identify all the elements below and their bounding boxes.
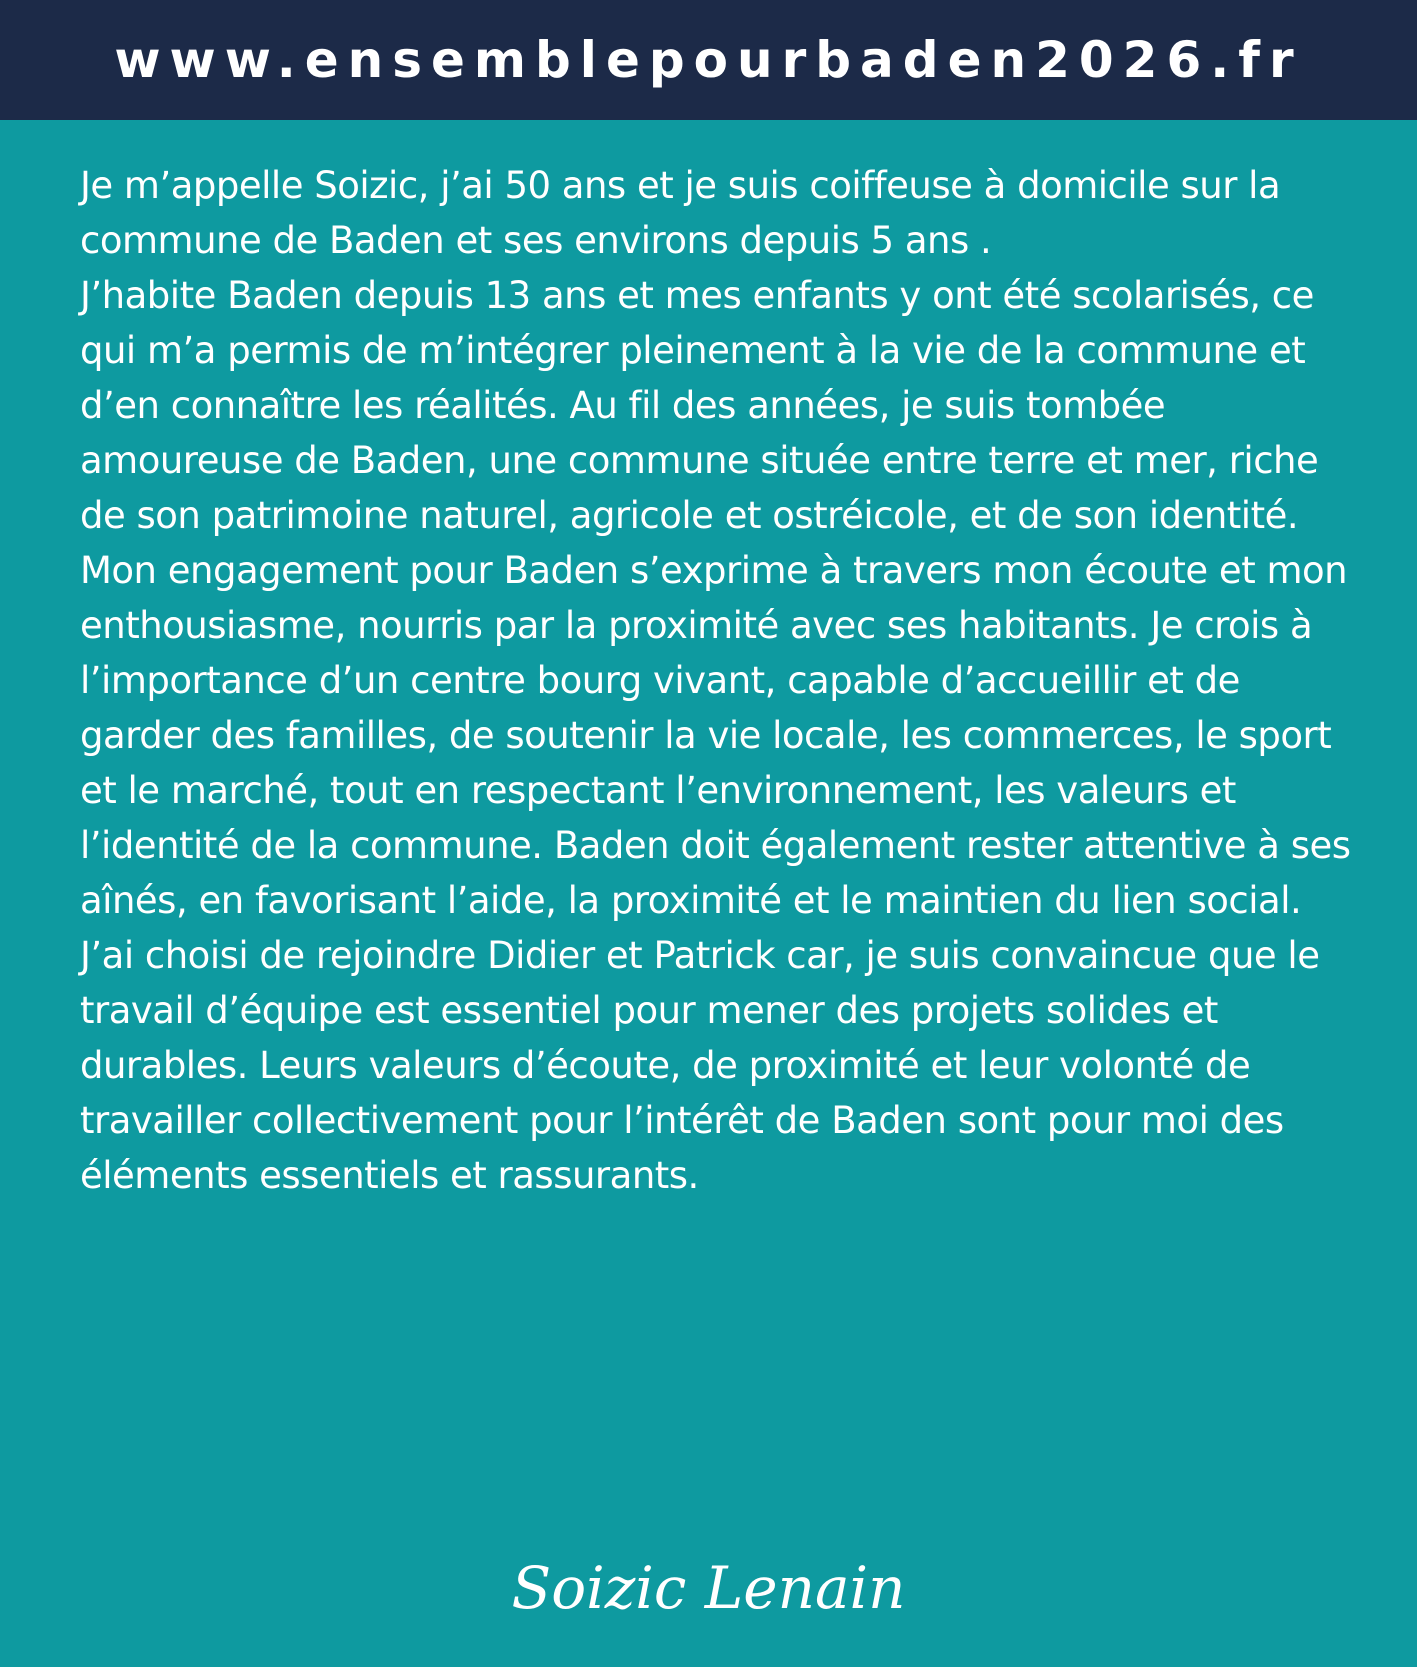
site-header bbox=[0, 0, 1417, 120]
paragraph-intro: Je m’appelle Soizic, j’ai 50 ans et je suis coiffeuse à domicile sur la commune de Baden et ses environs depuis 5 ans . bbox=[80, 164, 1281, 262]
paragraph-residence: J’habite Baden depuis 13 ans et mes enfants y ont été scolarisés, ce qui m’a permis de m’intégrer pleinement à la vie de la commune et d’en connaître les réalités. Au fil des années, je suis tombée amoureuse de Baden, une commune située entre terre et mer, riche de son patrimoine naturel, agricole et ostréicole, et de son identité. bbox=[80, 274, 1319, 537]
signature: Soizic Lenain bbox=[511, 1554, 906, 1622]
paragraph-team: J’ai choisi de rejoindre Didier et Patrick car, je suis convaincue que le travail d’équipe est essentiel pour mener des projets solides et durables. Leurs valeurs d’écoute, de proximité et leur volonté de travailler collectivement pour l’intérêt de Baden sont pour moi des éléments essentiels et rassurants. bbox=[80, 934, 1320, 1197]
website-url: www.ensemblepourbaden2026.fr bbox=[114, 31, 1303, 89]
testimonial-text bbox=[80, 158, 1370, 1203]
paragraph-engagement: Mon engagement pour Baden s’exprime à travers mon écoute et mon enthousiasme, nourris par la proximité avec ses habitants. Je crois à l’importance d’un centre bourg vivant, capable d’accueillir et de garder des familles, de soutenir la vie locale, les commerces, le sport et le marché, tout en respectant l’environnement, les valeurs et l’identité de la commune. Baden doit également rester attentive à ses aînés, en favorisant l’aide, la proximité et le maintien du lien social. bbox=[80, 549, 1351, 922]
